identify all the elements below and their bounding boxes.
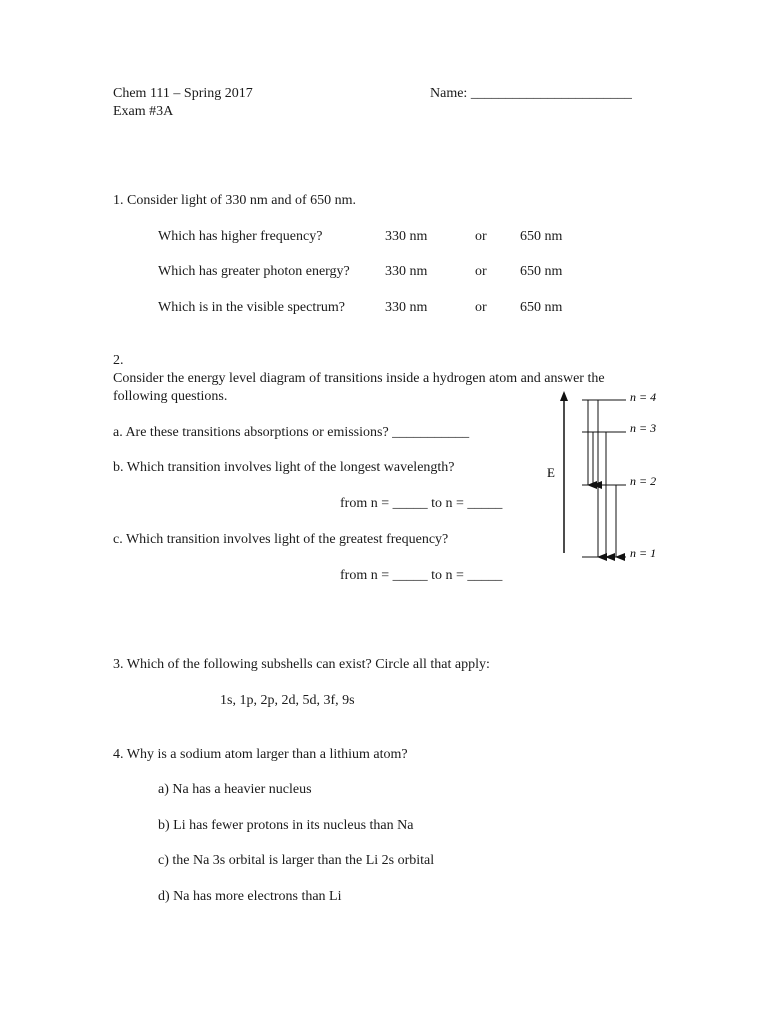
q1-row1-or: or xyxy=(475,229,487,244)
q4-choice-d: d) Na has more electrons than Li xyxy=(158,889,342,904)
level-label-n1: n = 1 xyxy=(630,546,657,560)
q2-part-a: a. Are these transitions absorptions or emissions? ___________ xyxy=(113,425,470,440)
q2-number: 2. xyxy=(113,353,124,368)
energy-axis-arrowhead xyxy=(560,391,568,401)
q1-row3-question: Which is in the visible spectrum? xyxy=(158,300,346,315)
q2-part-c-answer: from n = _____ to n = _____ xyxy=(340,568,503,583)
q1-row3-option-b: 650 nm xyxy=(520,300,563,315)
q2-prompt-line1: Consider the energy level diagram of transitions inside a hydrogen atom and answer the xyxy=(113,371,605,386)
q1-row1-option-a: 330 nm xyxy=(385,229,428,244)
course-title: Chem 111 – Spring 2017 xyxy=(113,86,253,101)
q1-row1-option-b: 650 nm xyxy=(520,229,563,244)
q4-choice-b: b) Li has fewer protons in its nucleus than Na xyxy=(158,818,414,833)
q1-prompt: 1. Consider light of 330 nm and of 650 nm. xyxy=(113,193,357,208)
energy-axis-label: E xyxy=(547,465,555,480)
energy-level-diagram xyxy=(540,385,680,570)
name-field: Name: _______________________ xyxy=(430,86,632,101)
q2-part-b: b. Which transition involves light of the longest wavelength? xyxy=(113,460,455,475)
q3-options: 1s, 1p, 2p, 2d, 5d, 3f, 9s xyxy=(220,693,355,708)
q3-prompt: 3. Which of the following subshells can exist? Circle all that apply: xyxy=(113,657,490,672)
q1-row2-or: or xyxy=(475,264,487,279)
q1-row3-option-a: 330 nm xyxy=(385,300,428,315)
level-label-n4: n = 4 xyxy=(630,390,657,404)
q4-prompt: 4. Why is a sodium atom larger than a lithium atom? xyxy=(113,747,408,762)
q1-row2-option-a: 330 nm xyxy=(385,264,428,279)
q1-row3-or: or xyxy=(475,300,487,315)
q2-prompt-line2: following questions. xyxy=(113,389,228,404)
q4-choice-c: c) the Na 3s orbital is larger than the Li 2s orbital xyxy=(158,853,435,868)
q1-row2-option-b: 650 nm xyxy=(520,264,563,279)
q2-part-b-answer: from n = _____ to n = _____ xyxy=(340,496,503,511)
level-label-n2: n = 2 xyxy=(630,474,657,488)
q1-row2-question: Which has greater photon energy? xyxy=(158,264,350,279)
q1-row1-question: Which has higher frequency? xyxy=(158,229,323,244)
exam-title: Exam #3A xyxy=(113,104,174,119)
level-label-n3: n = 3 xyxy=(630,421,657,435)
q2-part-c: c. Which transition involves light of the greatest frequency? xyxy=(113,532,449,547)
q4-choice-a: a) Na has a heavier nucleus xyxy=(158,782,312,797)
